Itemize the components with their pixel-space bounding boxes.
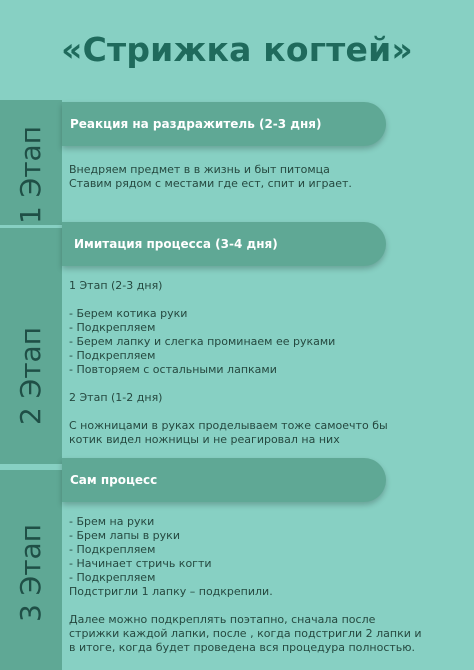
stage-label-1: 1 Этап: [14, 125, 47, 225]
section-body-2: [69, 279, 465, 447]
text-line: - Подкрепляем: [69, 543, 156, 556]
text-line: Подстригли 1 лапку – подкрепили.: [69, 585, 273, 598]
section-header-bar-1: [62, 102, 386, 146]
text-line: - Брем лапы в руки: [69, 529, 180, 542]
text-line: в итоге, когда будет проведена вся процедура полностью.: [69, 641, 416, 654]
text-line: - Начинает стричь когти: [69, 557, 212, 570]
text-line: котик видел ножницы и не реагировал на них: [69, 433, 340, 446]
text-line: Внедряем предмет в в жизнь и быт питомца: [69, 163, 330, 176]
stage-label-2: 2 Этап: [14, 326, 47, 426]
text-line: - Подкрепляем: [69, 571, 156, 584]
text-line: 1 Этап (2-3 дня): [69, 279, 163, 292]
section-body-1: [69, 163, 465, 191]
text-line: - Повторяем с остальными лапками: [69, 363, 277, 376]
section-body-3: [69, 515, 465, 655]
text-line: Ставим рядом с местами где ест, спит и играет.: [69, 177, 352, 190]
section-header-bar-2: [62, 222, 386, 266]
text-line: 2 Этап (1-2 дня): [69, 391, 163, 404]
page-title: «Стрижка когтей»: [61, 30, 413, 69]
text-line: - Подкрепляем: [69, 349, 156, 362]
section-header-bar-3: [62, 458, 386, 502]
text-line: - Берем лапку и слегка проминаем ее руками: [69, 335, 336, 348]
text-line: - Подкрепляем: [69, 321, 156, 334]
section-header-3: Сам процесс: [70, 473, 158, 487]
text-line: стрижки каждой лапки, после , когда подстригли 2 лапки и: [69, 627, 422, 640]
text-line: - Берем котика руки: [69, 307, 188, 320]
section-header-1: Реакция на раздражитель (2-3 дня): [70, 117, 322, 131]
text-line: - Брем на руки: [69, 515, 155, 528]
section-header-2: Имитация процесса (3-4 дня): [74, 237, 278, 251]
stage-label-3: 3 Этап: [14, 523, 47, 623]
text-line: Далее можно подкреплять поэтапно, сначала после: [69, 613, 376, 626]
text-line: С ножницами в руках проделываем тоже самоечто бы: [69, 419, 388, 432]
